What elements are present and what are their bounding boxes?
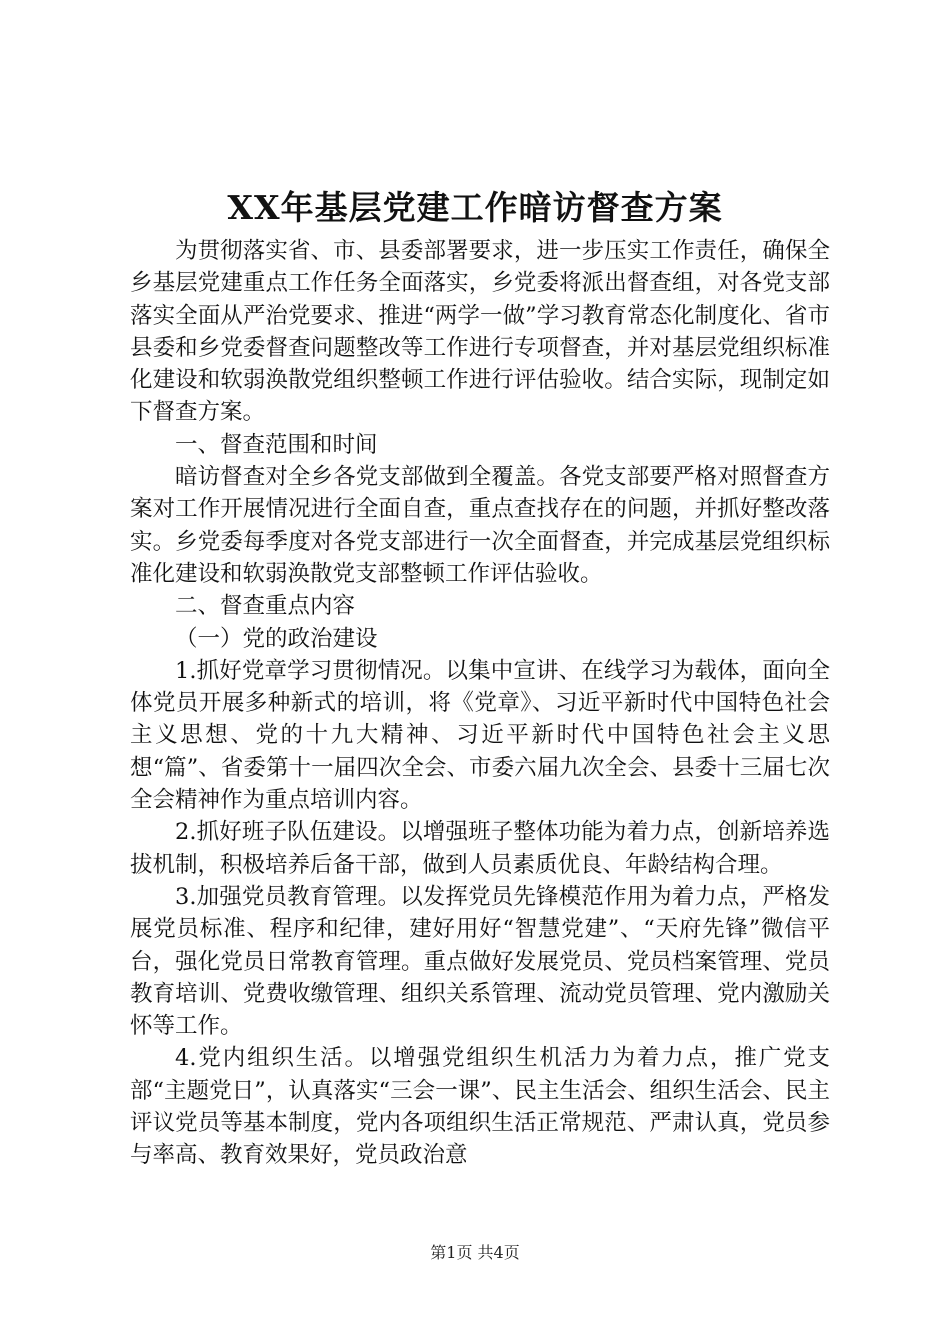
document-body bbox=[130, 235, 830, 1172]
paragraph-intro: 为贯彻落实省、市、县委部署要求，进一步压实工作责任，确保全乡基层党建重点工作任务全面落实，乡党委将派出督查组，对各党支部落实全面从严治党要求、推进“两学一做”学习教育常态化制度化、省市县委和乡党委督查问题整改等工作进行专项督查，并对基层党组织标准化建设和软弱涣散党组织整顿工作进行评估验收。结合实际，现制定如下督查方案。 bbox=[130, 238, 830, 426]
section-heading-scope: 一、督查范围和时间 bbox=[175, 431, 378, 458]
list-item-4: 4.党内组织生活。以增强党组织生机活力为着力点，推广党支部“主题党日”，认真落实“三会一课”、民主生活会、组织生活会、民主评议党员等基本制度，党内各项组织生活正常规范、严肃认真，党员参与率高、教育效果好，党员政治意 bbox=[130, 1045, 830, 1169]
list-item-3: 3.加强党员教育管理。以发挥党员先锋模范作用为着力点，严格发展党员标准、程序和纪律，建好用好“智慧党建”、“天府先锋”微信平台，强化党员日常教育管理。重点做好发展党员、党员档案管理、党员教育培训、党费收缴管理、组织关系管理、流动党员管理、党内激励关怀等工作。 bbox=[130, 883, 830, 1040]
list-item-1: 1.抓好党章学习贯彻情况。以集中宣讲、在线学习为载体，面向全体党员开展多种新式的培训，将《党章》、习近平新时代中国特色社会主义思想、党的十九大精神、习近平新时代中国特色社会主义思想“篇”、省委第十一届四次全会、市委六届九次全会、县委十三届七次全会精神作为重点培训内容。 bbox=[130, 657, 830, 814]
document-title: XX年基层党建工作暗访督查方案 bbox=[227, 188, 723, 227]
list-item-2: 2.抓好班子队伍建设。以增强班子整体功能为着力点，创新培养选拔机制，积极培养后备干部，做到人员素质优良、年龄结构合理。 bbox=[130, 819, 830, 878]
paragraph-scope: 暗访督查对全乡各党支部做到全覆盖。各党支部要严格对照督查方案对工作开展情况进行全面自查，重点查找存在的问题，并抓好整改落实。乡党委每季度对各党支部进行一次全面督查，并完成基层党组织标准化建设和软弱涣散党支部整顿工作评估验收。 bbox=[130, 464, 830, 587]
section-heading-key-content: 二、督查重点内容 bbox=[175, 593, 356, 620]
subsection-heading-political: （一）党的政治建设 bbox=[175, 625, 378, 652]
page-footer: 第1页 共4页 bbox=[430, 1243, 520, 1262]
